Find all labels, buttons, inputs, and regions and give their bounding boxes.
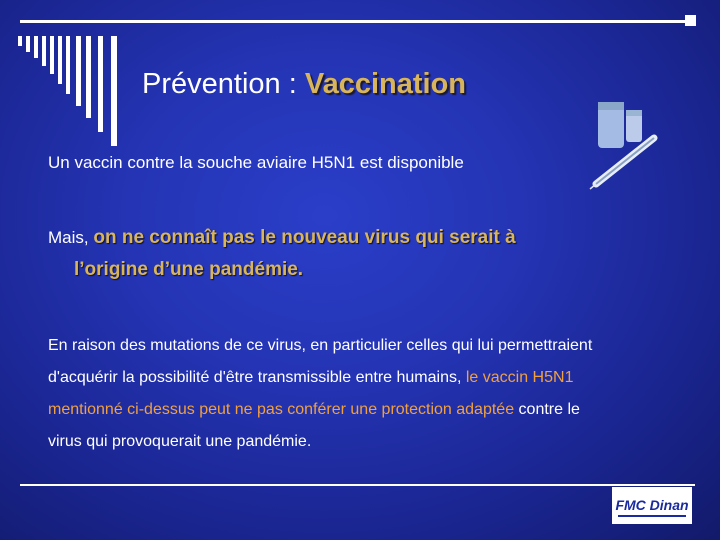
mutations-paragraph-b: contre le virus qui provoquerait une pandémie. bbox=[48, 401, 580, 450]
slide-title bbox=[142, 68, 466, 101]
mutations-paragraph-highlight: le vaccin H5N1 mentionné ci-dessus peut ne pas conférer une protection adaptée bbox=[48, 369, 574, 418]
top-rule-end-square bbox=[685, 15, 696, 26]
mutations-paragraph bbox=[48, 330, 608, 458]
bottom-rule bbox=[20, 484, 695, 486]
top-rule bbox=[20, 20, 695, 23]
syringe-vial-image bbox=[588, 98, 658, 190]
mutations-paragraph-a: En raison des mutations de ce virus, en particulier celles qui lui permettraient d'acquérir la possibilité d'être transmissible entre humains, bbox=[48, 337, 593, 386]
unknown-virus-accent-b: l’origine d’une pandémie. bbox=[74, 259, 304, 280]
unknown-virus-line bbox=[48, 222, 648, 286]
unknown-virus-accent-a: on ne connaît pas le nouveau virus qui serait à bbox=[93, 227, 516, 248]
logo-text: FMC Dinan bbox=[615, 497, 689, 513]
slide-title-prefix: Prévention : bbox=[142, 68, 305, 100]
unknown-virus-prefix: Mais, bbox=[48, 228, 94, 247]
decorative-bars bbox=[18, 36, 128, 146]
slide-title-accent: Vaccination bbox=[304, 68, 466, 100]
vaccine-available-line: Un vaccin contre la souche aviaire H5N1 est disponible bbox=[48, 153, 464, 172]
fmc-dinan-logo bbox=[612, 487, 692, 524]
